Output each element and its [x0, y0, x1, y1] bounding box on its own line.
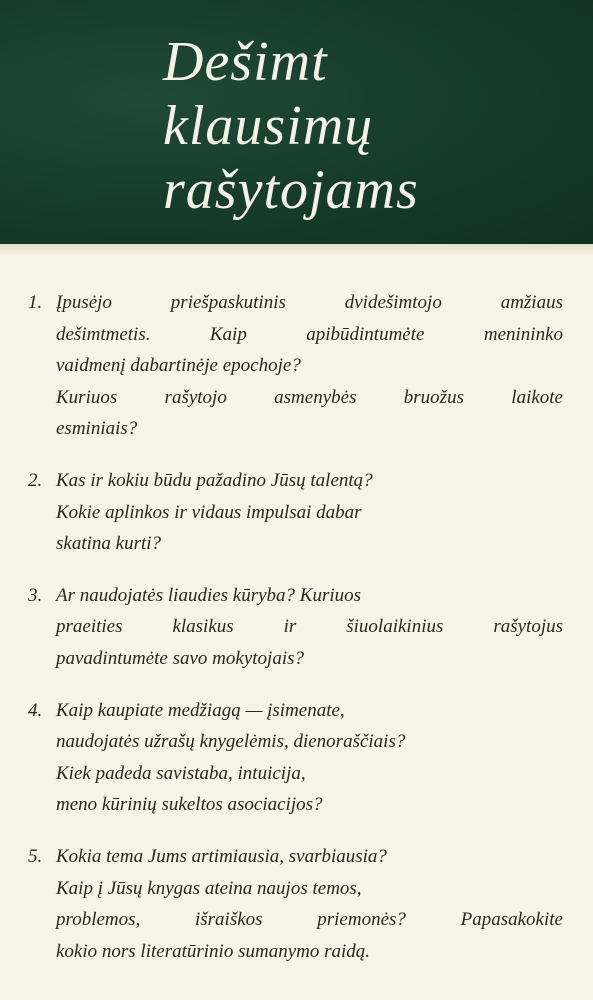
title-band	[0, 0, 593, 246]
title-line: klausimų	[163, 95, 374, 157]
question-line: Kiek padeda savistaba, intuicija,	[56, 762, 306, 784]
question-line: Kaip kaupiate medžiagą — įsimenate,	[56, 699, 345, 721]
question-item	[28, 695, 563, 821]
question-number: 5.	[28, 845, 43, 867]
question-line: dešimtmetis. Kaip apibūdintumėte menininko	[56, 323, 563, 345]
question-list	[28, 287, 563, 987]
book-title	[163, 30, 419, 222]
question-line: praeities klasikus ir šiuolaikinius rašytojus	[56, 616, 563, 638]
question-line: pavadintumėte savo mokytojais?	[56, 647, 305, 669]
title-line: Dešimt	[163, 31, 328, 93]
question-line: Kokia tema Jums artimiausia, svarbiausia?	[56, 845, 387, 867]
question-number: 3.	[28, 584, 43, 606]
question-number: 2.	[28, 469, 43, 491]
question-text	[56, 465, 563, 560]
question-line: Kokie aplinkos ir vidaus impulsai dabar	[56, 501, 362, 523]
question-line: Įpusėjo priešpaskutinis dvidešimtojo amžiaus	[56, 292, 563, 313]
question-text	[56, 841, 563, 967]
question-item	[28, 580, 563, 675]
question-line: kokio nors literatūrinio sumanymo raidą.	[56, 940, 371, 962]
question-text	[56, 580, 563, 675]
question-text	[56, 695, 563, 821]
question-line: problemos, išraiškos priemonės? Papasakokite	[56, 909, 563, 931]
question-item	[28, 287, 563, 445]
question-line: vaidmenį dabartinėje epochoje?	[56, 355, 301, 377]
question-line: Kuriuos rašytojo asmenybės bruožus laikote	[56, 386, 563, 408]
question-line: esminiais?	[56, 418, 138, 440]
question-number: 4.	[28, 699, 43, 721]
question-item	[28, 465, 563, 560]
question-line: Ar naudojatės liaudies kūryba? Kuriuos	[56, 584, 362, 606]
question-line: Kas ir kokiu būdu pažadino Jūsų talentą?	[56, 469, 373, 491]
question-item	[28, 841, 563, 967]
question-line: Kaip į Jūsų knygas ateina naujos temos,	[56, 877, 362, 899]
question-line: skatina kurti?	[56, 533, 162, 555]
question-text	[56, 287, 563, 445]
band-edge	[0, 244, 593, 256]
question-line: meno kūrinių sukeltos asociacijos?	[56, 794, 323, 816]
title-line: rašytojams	[163, 159, 419, 221]
question-line: naudojatės užrašų knygelėmis, dienoraščiais?	[56, 731, 406, 753]
question-number: 1.	[28, 292, 43, 313]
